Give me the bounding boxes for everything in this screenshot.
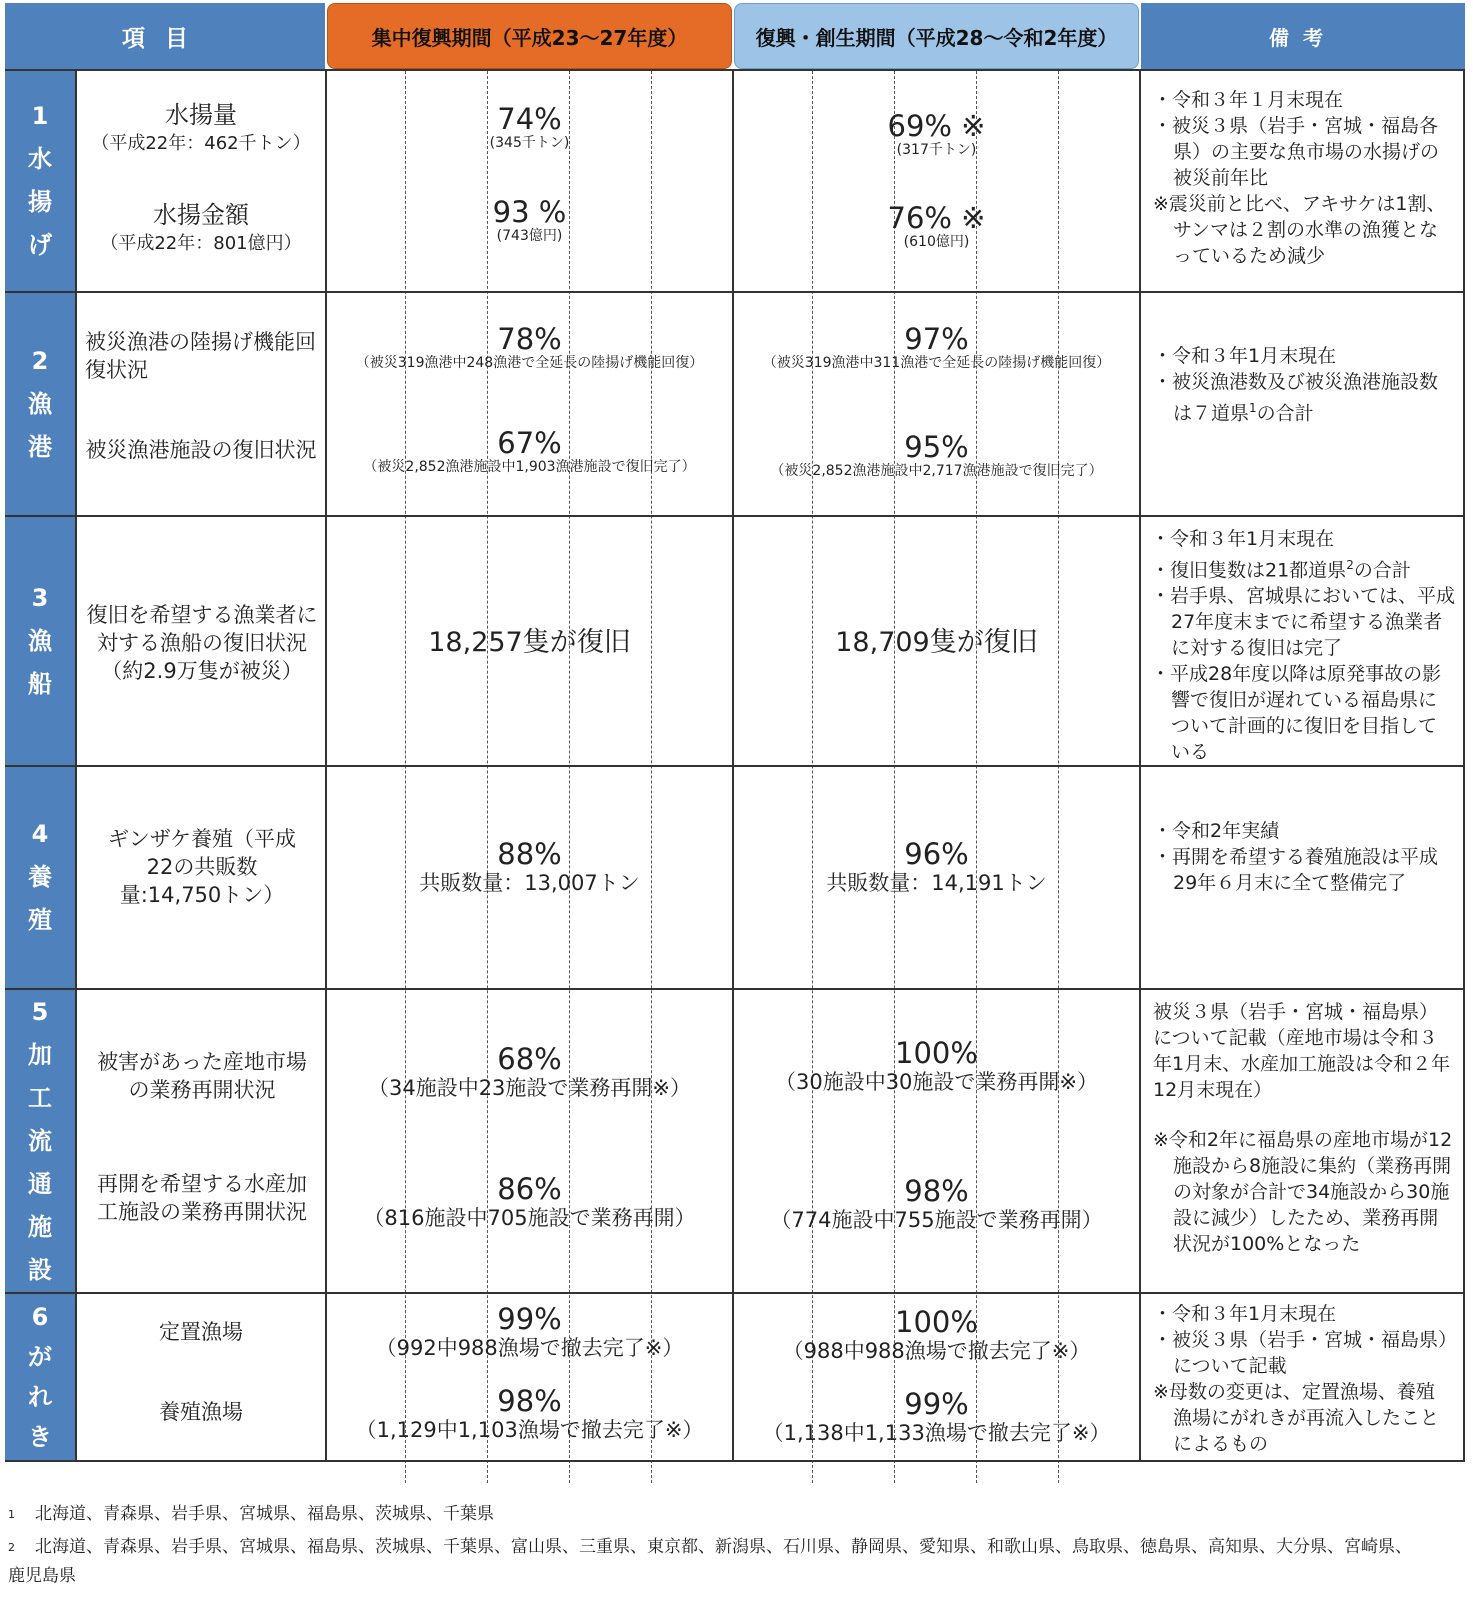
r5-notes: 被災３県（岩手・宮城・福島県）について記載（産地市場は令和３年1月末、水産加工施設は令和２年12月末現在） ※令和2年に福島県の産地市場が12施設から8施設に集約（業務再開の対象が合計で34施設から30施設に減少）したため、業務再開状況が100%となった [1153, 1001, 1453, 1255]
header-item: 項目 [5, 3, 325, 69]
r5-p2-b: 98% （774施設中755施設で業務再開） [770, 1174, 1103, 1232]
item-market-reopen: 被害があった産地市場の業務再開状況 [97, 1050, 307, 1102]
r5-p2-a: 100% （30施設中30施設で業務再開※） [774, 1036, 1099, 1094]
item-vessel-recovery: 復旧を希望する漁業者に対する漁船の復旧状況（約2.9万隻が被災） [86, 603, 318, 683]
r6-p1-a: 99% （992中988漁場で撤去完了※） [375, 1302, 684, 1360]
category-aquaculture: 4 養 殖 [5, 767, 75, 988]
r3-p1: 18,257隻が復旧 [428, 627, 631, 658]
item-set-net-grounds: 定置漁場 [159, 1320, 243, 1344]
header-period2: 復興・創生期間（平成28〜令和2年度） [734, 3, 1139, 69]
r1-p1-a: 74% (345千トン) [489, 102, 570, 151]
item-landing-volume: 水揚量 （平成22年：462千トン） [91, 101, 311, 154]
r1-p2-b: 76% ※ (610億円) [887, 201, 986, 250]
category-ports: 2 漁 港 [5, 293, 75, 515]
r6-p2-b: 99% （1,138中1,133漁場で撤去完了※） [762, 1387, 1111, 1445]
r6-p1-b: 98% （1,129中1,103漁場で撤去完了※） [355, 1384, 704, 1442]
item-coho-salmon: ギンザケ養殖（平成22の共販数量:14,750トン） [108, 827, 296, 907]
r4-p1: 88% 共販数量：13,007トン [419, 837, 640, 895]
category-debris: 6 が れ き [5, 1294, 75, 1460]
item-port-facility: 被災漁港施設の復旧状況 [85, 438, 317, 462]
r5-p1-a: 68% （34施設中23施設で業務再開※） [367, 1042, 692, 1100]
item-port-landing-function: 被災漁港の陸揚げ機能回復状況 [85, 330, 316, 382]
r1-p1-b: 93 % (743億円) [492, 195, 567, 244]
r2-p1-b: 67% （被災2,852漁港施設中1,903漁港施設で復旧完了） [363, 426, 696, 475]
r3-p2: 18,709隻が復旧 [835, 627, 1038, 658]
r3-notes: ・令和３年1月末現在 ・復旧隻数は21都道県$^2$の合計 ・岩手県、宮城県においては、平成27年度末までに希望する漁業者に対する復旧は完了 ・平成28年度以降は原発事故の影響で復旧が遅れている福島県について計画的に復旧を目指している [1151, 528, 1456, 764]
recovery-table [5, 3, 1465, 1483]
r5-p1-b: 86% （816施設中705施設で業務再開） [363, 1172, 696, 1230]
category-vessels: 3 漁 船 [5, 517, 75, 765]
r6-notes: ・令和３年1月末現在 ・被災３県（岩手・宮城・福島県）について記載 ※母数の変更は、定置漁場、養殖漁場にがれきが再流入したことによるもの [1153, 1303, 1448, 1455]
r1-notes: ・令和３年１月末現在 ・被災３県（岩手・宮城・福島各県）の主要な魚市場の水揚げの被災前年比 ※震災前と比べ、アキサケは1割、サンマは２割の水準の漁獲となっているため減少 [1153, 89, 1446, 267]
header-notes: 備考 [1141, 3, 1465, 69]
r2-notes: ・令和３年1月末現在 ・被災漁港数及び被災漁港施設数は７道県$^1$の合計 [1153, 345, 1439, 425]
item-processing-reopen: 再開を希望する水産加工施設の業務再開状況 [97, 1172, 307, 1224]
item-aquaculture-grounds: 養殖漁場 [159, 1400, 243, 1424]
footnote-1: $^1$ 北海道、青森県、岩手県、宮城県、福島県、茨城県、千葉県 [8, 1504, 494, 1524]
r4-notes: ・令和2年実績 ・再開を希望する養殖施設は平成29年６月末に全て整備完了 [1153, 820, 1439, 894]
r2-p2-a: 97% （被災319漁港中311漁港で全延長の陸揚げ機能回復） [762, 322, 1111, 371]
r4-p2: 96% 共販数量：14,191トン [826, 837, 1047, 895]
r2-p2-b: 95% （被災2,852漁港施設中2,717漁港施設で復旧完了） [770, 430, 1103, 479]
r6-p2-a: 100% （988中988漁場で撤去完了※） [782, 1305, 1091, 1363]
footnote-2: $^2$ 北海道、青森県、岩手県、宮城県、福島県、茨城県、千葉県、富山県、三重県、東京都、新潟県、石川県、静岡県、愛知県、和歌山県、鳥取県、徳島県、高知県、大分県、宮崎県、鹿児島県 [8, 1537, 1412, 1586]
r2-p1-a: 78% （被災319漁港中248漁港で全延長の陸揚げ機能回復） [355, 322, 704, 371]
category-processing: 5 加 工 流 通 施 設 [5, 990, 75, 1292]
category-landings: 1 水 揚 げ [5, 71, 75, 291]
item-landing-value: 水揚金額 （平成22年：801億円） [100, 201, 302, 254]
r1-p2-a: 69% ※ (317千トン) [887, 109, 986, 158]
header-period1: 集中復興期間（平成23〜27年度） [327, 3, 732, 69]
